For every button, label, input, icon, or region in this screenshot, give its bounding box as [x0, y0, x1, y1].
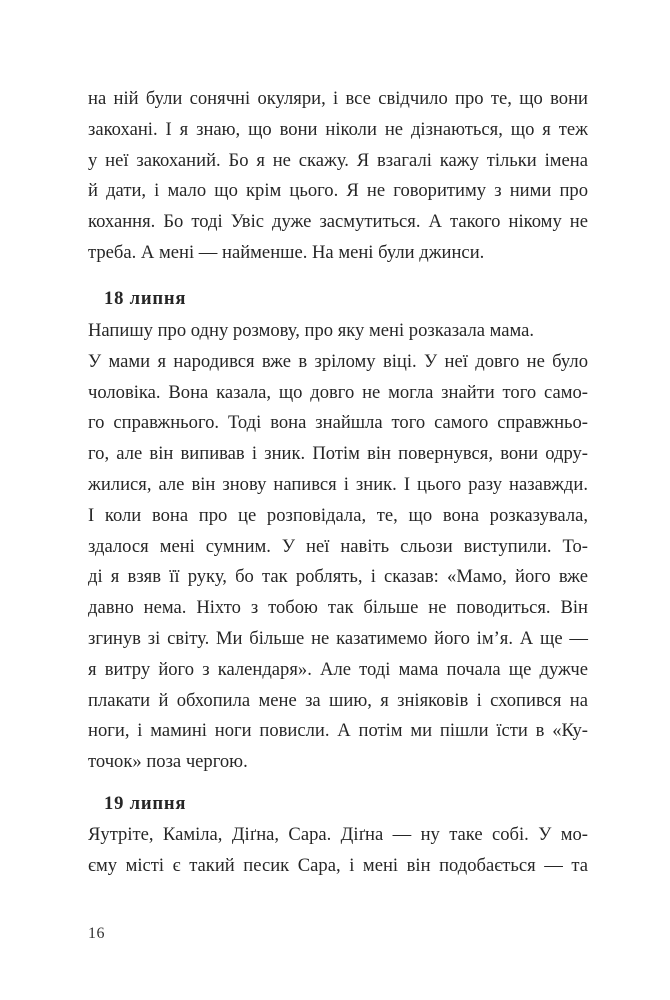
text-line: ді я взяв її руку, бо так роблять, і сказав: «Мамо, його вже: [88, 566, 588, 588]
text-line: закохані. І я знаю, що вони ніколи не дізнаються, що я теж: [88, 118, 588, 140]
text-line: я витру його з календаря». Але тоді мама почала ще дужче: [88, 658, 588, 680]
text-line: чоловіка. Вона казала, що довго не могла знайти того само-: [88, 381, 588, 403]
date-heading-18-july: 18 липня: [104, 288, 187, 309]
text-line: згинув зі світу. Ми більше не казатимемо його ім’я. А ще —: [88, 627, 588, 649]
page-number: 16: [88, 925, 105, 942]
text-line: здалося мені сумним. У неї навіть сльози виступили. То-: [88, 535, 588, 557]
text-line: точок» поза чергою.: [88, 751, 248, 773]
text-line: Напишу про одну розмову, про яку мені розказала мама.: [88, 320, 535, 341]
text-line: у неї закоханий. Бо я не скажу. Я взагалі кажу тільки імена: [88, 149, 588, 171]
text-line: І коли вона про це розповідала, те, що вона розказувала,: [88, 504, 588, 526]
text-line: го, але він випивав і зник. Потім він повернувся, вони одру-: [88, 443, 588, 465]
paragraph-2: [88, 316, 588, 778]
text-line: жилися, але він знову напився і зник. І цього разу назавжди.: [88, 473, 588, 495]
text-line: треба. А мені — найменше. На мені були джинси.: [88, 241, 485, 263]
text-line: й дати, і мало що крім цього. Я не говоритиму з ними про: [88, 180, 588, 202]
text-line: У мами я народився вже в зрілому віці. У неї довго не було: [88, 350, 588, 372]
text-line: ноги, і мамині ноги повисли. А потім ми пішли їсти в «Ку-: [88, 720, 588, 742]
paragraph-3: [88, 820, 588, 882]
text-line: плакати й обхопила мене за шию, я зніяковів і схопився на: [88, 689, 588, 711]
date-heading-19-july: 19 липня: [104, 793, 187, 814]
text-line: на ній були сонячні окуляри, і все свідчило про те, що вони: [88, 88, 588, 109]
paragraph-1: [88, 84, 588, 269]
text-line: кохання. Бо тоді Увіс дуже засмутиться. А такого нікому не: [88, 211, 588, 233]
text-line: єму місті є такий песик Сара, і мені він подобається — та: [88, 854, 588, 876]
text-line: Яутріте, Каміла, Діґна, Сара. Діґна — ну таке собі. У мо-: [88, 824, 588, 845]
text-line: давно нема. Ніхто з тобою так більше не поводиться. Він: [88, 597, 588, 619]
text-line: го справжнього. Тоді вона знайшла того самого справжньо-: [88, 412, 588, 434]
